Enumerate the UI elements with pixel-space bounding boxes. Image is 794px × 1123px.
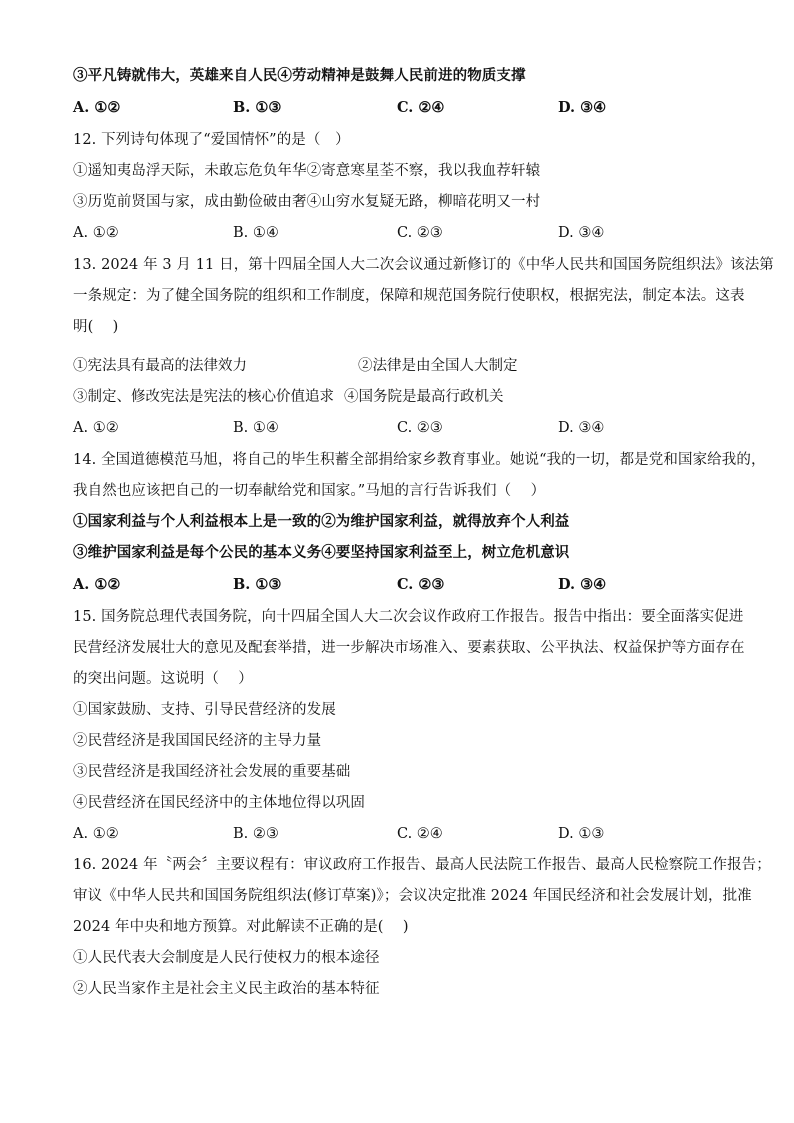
q13-stem-line-3: 明( ) [73, 319, 119, 335]
q15-option-d: D. ①③ [558, 826, 605, 842]
q12-stem: 12. 下列诗句体现了“爱国情怀”的是（ ） [73, 132, 350, 148]
q14-statement-line-1: ①国家利益与个人利益根本上是一致的②为维护国家利益，就得放弃个人利益 [73, 513, 570, 530]
q11-option-b: B. ①③ [233, 99, 282, 116]
q13-option-a: A. ①② [73, 420, 119, 436]
q13-statement-1: ①宪法具有最高的法律效力 [73, 358, 247, 374]
q12-statement-line-1: ①遥知夷岛浮天际，未敢忘危负年华②寄意寒星荃不察，我以我血荐轩辕 [73, 163, 541, 179]
q15-option-b: B. ②③ [233, 826, 279, 842]
q15-option-c: C. ②④ [397, 826, 443, 842]
q14-option-a: A. ①② [73, 576, 121, 593]
q13-statement-4: ④国务院是最高行政机关 [344, 389, 504, 405]
q11-statement-line: ③平凡铸就伟大，英雄来自人民④劳动精神是鼓舞人民前进的物质支撑 [73, 67, 526, 84]
q11-option-a: A. ①② [73, 99, 121, 116]
q16-statement-2: ②人民当家作主是社会主义民主政治的基本特征 [73, 981, 380, 997]
q16-stem-line-3: 2024 年中央和地方预算。对此解读不正确的是( ) [73, 919, 409, 935]
q11-option-c: C. ②④ [397, 99, 445, 116]
q15-statement-2: ②民营经济是我国国民经济的主导力量 [73, 733, 322, 749]
q14-option-c: C. ②③ [397, 576, 445, 593]
q13-stem-line-2: 一条规定：为了健全国务院的组织和工作制度，保障和规范国务院行使职权，根据宪法，制定本法。这表 [73, 288, 745, 304]
q16-stem-line-1: 16. 2024 年〝两会〞主要议程有：审议政府工作报告、最高人民法院工作报告、最高人民检察院工作报告； [73, 857, 771, 873]
q12-option-c: C. ②③ [397, 225, 443, 241]
q13-statement-2: ②法律是由全国人大制定 [358, 358, 518, 374]
q14-option-b: B. ①③ [233, 576, 282, 593]
q12-options [73, 223, 733, 243]
q12-option-b: B. ①④ [233, 225, 279, 241]
q15-stem-line-3: 的突出问题。这说明（ ） [73, 671, 253, 687]
q13-statement-3: ③制定、修改宪法是宪法的核心价值追求 [73, 389, 334, 405]
q11-options [73, 98, 733, 118]
q15-option-a: A. ①② [73, 826, 119, 842]
q14-option-d: D. ③④ [558, 576, 607, 593]
q15-options [73, 824, 733, 844]
q16-statement-1: ①人民代表大会制度是人民行使权力的根本途径 [73, 950, 380, 966]
q15-stem-line-2: 民营经济发展壮大的意见及配套举措，进一步解决市场准入、要素获取、公平执法、权益保护等方面存在 [73, 640, 745, 656]
q15-stem-line-1: 15. 国务院总理代表国务院，向十四届全国人大二次会议作政府工作报告。报告中指出：要全面落实促进 [73, 609, 744, 625]
q13-stem-line-1: 13. 2024 年 3 月 11 日，第十四届全国人大二次会议通过新修订的《中华人民共和国国务院组织法》该法第 [73, 257, 774, 273]
q13-options [73, 418, 733, 438]
q12-statement-line-2: ③历览前贤国与家，成由勤俭破由奢④山穷水复疑无路，柳暗花明又一村 [73, 194, 541, 210]
q14-stem-line-2: 我自然也应该把自己的一切奉献给党和国家。”马旭的言行告诉我们（ ） [73, 483, 546, 499]
q16-stem-line-2: 审议《中华人民共和国国务院组织法(修订草案)》；会议决定批准 2024 年国民经济和社会发展计划，批准 [73, 888, 752, 904]
q11-option-d: D. ③④ [558, 99, 607, 116]
q12-option-a: A. ①② [73, 225, 119, 241]
q14-options [73, 575, 733, 595]
q15-statement-3: ③民营经济是我国经济社会发展的重要基础 [73, 764, 351, 780]
q15-statement-1: ①国家鼓励、支持、引导民营经济的发展 [73, 702, 336, 718]
q12-option-d: D. ③④ [558, 225, 605, 241]
q14-stem-line-1: 14. 全国道德模范马旭，将自己的毕生积蓄全部捐给家乡教育事业。她说“我的一切，都是党和国家给我的， [73, 452, 766, 468]
q13-option-d: D. ③④ [558, 420, 605, 436]
q14-statement-line-2: ③维护国家利益是每个公民的基本义务④要坚持国家利益至上，树立危机意识 [73, 544, 570, 561]
q13-option-c: C. ②③ [397, 420, 443, 436]
q13-option-b: B. ①④ [233, 420, 279, 436]
q15-statement-4: ④民营经济在国民经济中的主体地位得以巩固 [73, 795, 365, 811]
